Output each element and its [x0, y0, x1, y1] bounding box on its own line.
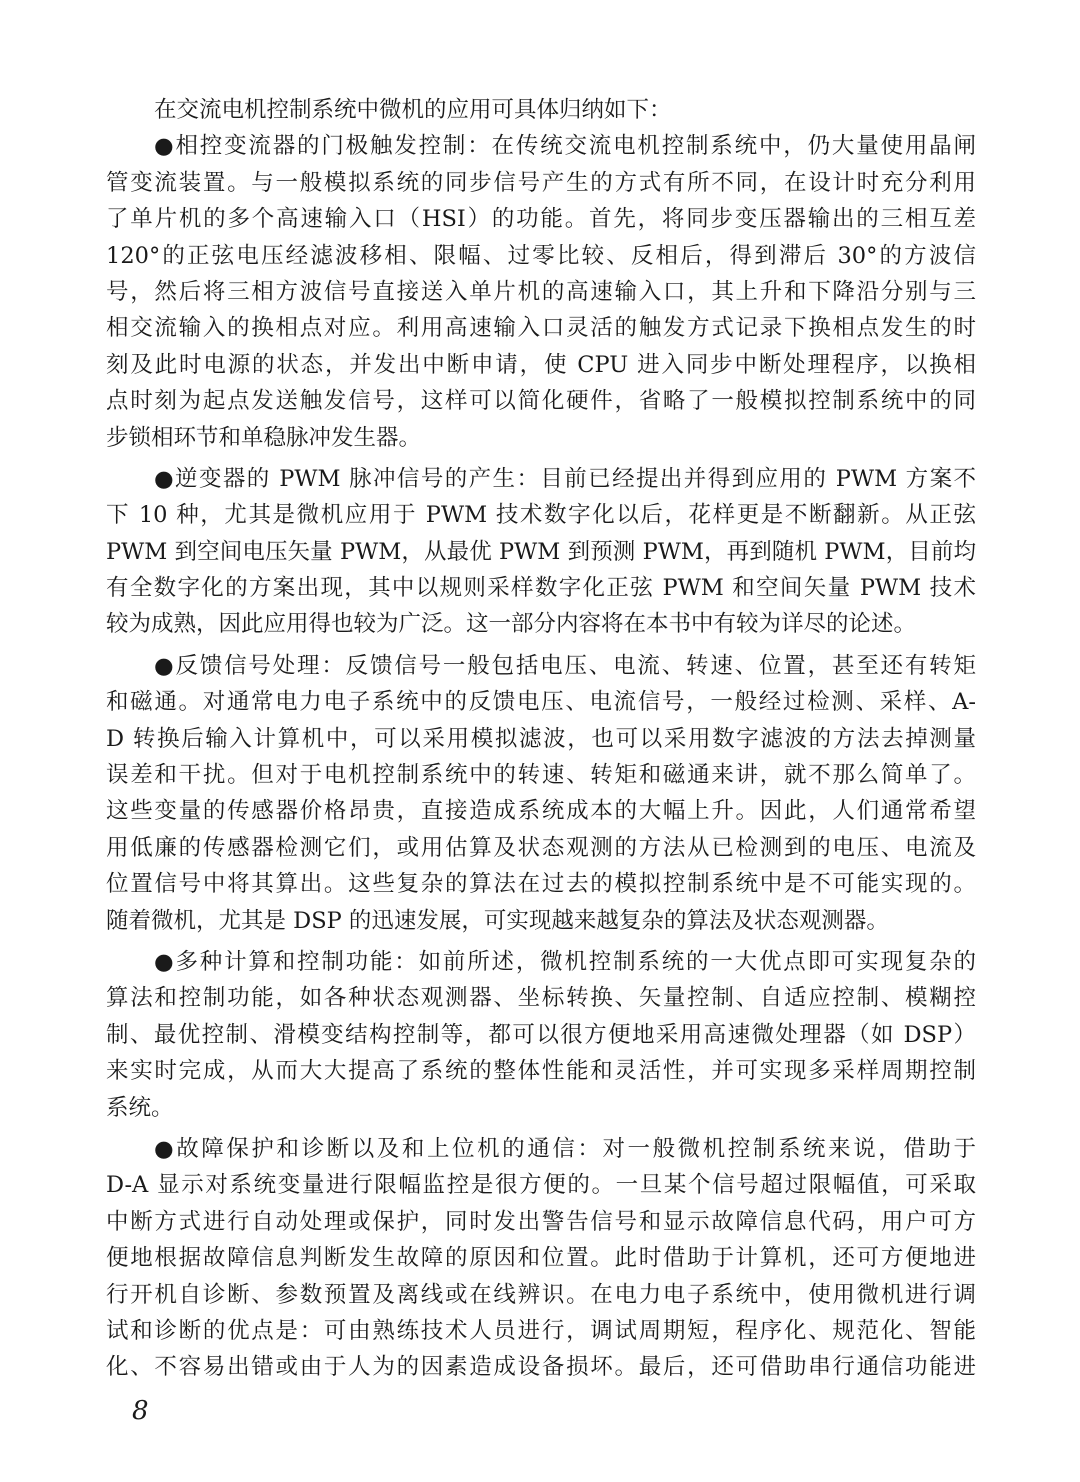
text-line: ●故障保护和诊断以及和上位机的通信：对一般微机控制系统来说，借助于 [154, 1135, 976, 1162]
text-line: 行开机自诊断、参数预置及离线或在线辨识。在电力电子系统中，使用微机进行调 [106, 1281, 976, 1308]
intro-line: 在交流电机控制系统中微机的应用可具体归纳如下： [154, 97, 672, 123]
text-line: 较为成熟，因此应用得也较为广泛。这一部分内容将在本书中有较为详尽的论述。 [106, 611, 917, 638]
paragraph-gate-trigger [106, 128, 976, 456]
text-line: 这些变量的传感器价格昂贵，直接造成系统成本的大幅上升。因此，人们通常希望 [106, 798, 976, 825]
text-line: ●逆变器的 PWM 脉冲信号的产生：目前已经提出并得到应用的 PWM 方案不 [154, 465, 976, 492]
text-line: 随着微机，尤其是 DSP 的迅速发展，可实现越来越复杂的算法及状态观测器。 [106, 907, 889, 934]
page-number: 8 [132, 1396, 149, 1426]
text-line: 制、最优控制、滑模变结构控制等，都可以很方便地采用高速微处理器（如 DSP） [106, 1021, 976, 1048]
text-line: 相交流输入的换相点对应。利用高速输入口灵活的触发方式记录下换相点发生的时 [106, 315, 976, 342]
text-line: 步锁相环节和单稳脉冲发生器。 [106, 424, 422, 451]
text-line: 点时刻为起点发送触发信号，这样可以简化硬件，省略了一般模拟控制系统中的同 [106, 388, 976, 415]
text-line: ●多种计算和控制功能：如前所述，微机控制系统的一大优点即可实现复杂的 [154, 948, 976, 975]
text-line: 系统。 [106, 1094, 174, 1121]
paragraph-pwm [106, 461, 976, 643]
text-line: 便地根据故障信息判断发生故障的原因和位置。此时借助于计算机，还可方便地进 [106, 1245, 976, 1272]
text-line: 管变流装置。与一般模拟系统的同步信号产生的方式有所不同，在设计时充分利用 [106, 169, 976, 196]
text-line: ●反馈信号处理：反馈信号一般包括电压、电流、转速、位置，甚至还有转矩 [154, 652, 976, 679]
paragraph-computation [106, 944, 976, 1126]
text-line: 来实时完成，从而大大提高了系统的整体性能和灵活性，并可实现多采样周期控制 [106, 1058, 976, 1085]
text-line: 试和诊断的优点是：可由熟练技术人员进行，调试周期短，程序化、规范化、智能 [106, 1317, 976, 1344]
text-line: 误差和干扰。但对于电机控制系统中的转速、转矩和磁通来讲，就不那么简单了。 [106, 762, 976, 789]
text-line: 和磁通。对通常电力电子系统中的反馈电压、电流信号，一般经过检测、采样、A- [106, 689, 976, 716]
text-line: 算法和控制功能，如各种状态观测器、坐标转换、矢量控制、自适应控制、模糊控 [106, 985, 976, 1012]
text-line: ●相控变流器的门极触发控制：在传统交流电机控制系统中，仍大量使用晶闸 [154, 133, 976, 160]
text-line: 有全数字化的方案出现，其中以规则采样数字化正弦 PWM 和空间矢量 PWM 技术 [106, 575, 976, 602]
text-line: 用低廉的传感器检测它们，或用估算及状态观测的方法从已检测到的电压、电流及 [106, 834, 976, 861]
text-line: D 转换后输入计算机中，可以采用模拟滤波，也可以采用数字滤波的方法去掉测量 [106, 725, 976, 752]
text-line: PWM 到空间电压矢量 PWM，从最优 PWM 到预测 PWM，再到随机 PWM，目前均 [106, 538, 976, 565]
page-body [106, 92, 976, 1386]
text-line: 化、不容易出错或由于人为的因素造成设备损坏。最后，还可借助串行通信功能进 [106, 1354, 976, 1381]
text-line: 120°的正弦电压经滤波移相、限幅、过零比较、反相后，得到滞后 30°的方波信 [106, 242, 976, 269]
paragraph-fault-protection [106, 1131, 976, 1386]
text-line: 位置信号中将其算出。这些复杂的算法在过去的模拟控制系统中是不可能实现的。 [106, 871, 976, 898]
text-line: 刻及此时电源的状态，并发出中断申请，使 CPU 进入同步中断处理程序，以换相 [106, 351, 976, 378]
text-line: 号，然后将三相方波信号直接送入单片机的高速输入口，其上升和下降沿分别与三 [106, 278, 976, 305]
text-line: 了单片机的多个高速输入口（HSI）的功能。首先，将同步变压器输出的三相互差 [106, 206, 976, 233]
paragraph-feedback [106, 648, 976, 939]
text-line: 中断方式进行自动处理或保护，同时发出警告信号和显示故障信息代码，用户可方 [106, 1208, 976, 1235]
text-line: 下 10 种，尤其是微机应用于 PWM 技术数字化以后，花样更是不断翻新。从正弦 [106, 502, 976, 529]
text-line: D-A 显示对系统变量进行限幅监控是很方便的。一旦某个信号超过限幅值，可采取 [106, 1172, 976, 1199]
